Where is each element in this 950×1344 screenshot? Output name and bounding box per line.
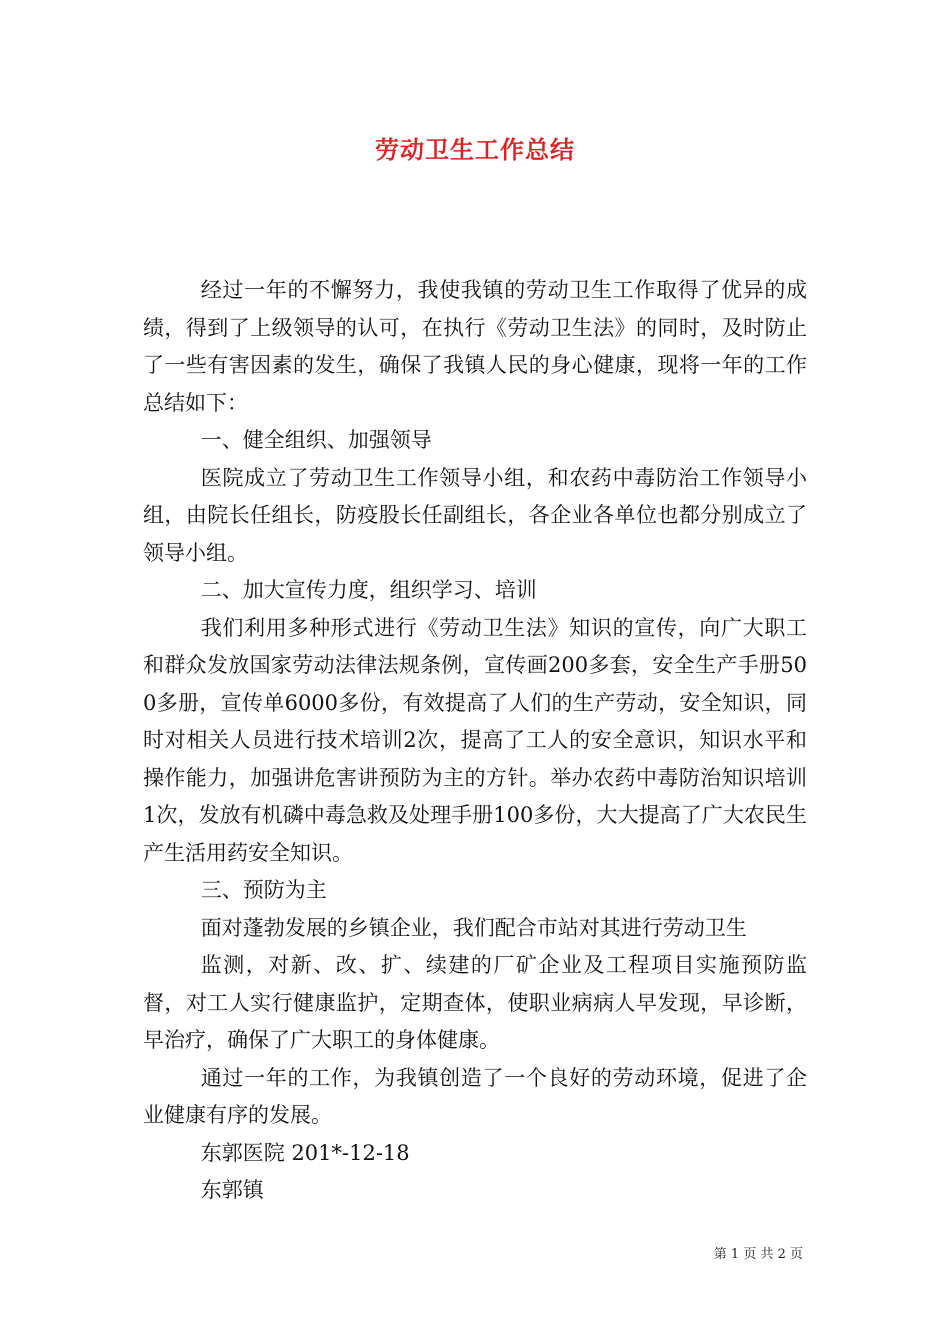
section-heading-3: 三、预防为主 — [200, 878, 327, 902]
signature-hospital-date: 东郭医院 201*-12-18 — [200, 1140, 410, 1165]
paragraph-publicity: 我们利用多种形式进行《劳动卫生法》知识的宣传，向广大职工和群众发放国家劳动法律法规条例，宣传画200多套，安全生产手册500多册，宣传单6000多份，有效提高了人们的生产劳动，安全知识，同时对相关人员进行技术培训2次，提高了工人的安全意识，知识水平和操作能力，加强讲危害讲预防为主的方针。举办农药中毒防治知识培训1次，发放有机磷中毒急救及处理手册100多份，大大提高了广大农民生产生活用药安全知识。 — [143, 615, 807, 865]
section-heading-1: 一、健全组织、加强领导 — [200, 428, 432, 452]
paragraph-intro: 经过一年的不懈努力，我使我镇的劳动卫生工作取得了优异的成绩，得到了上级领导的认可，在执行《劳动卫生法》的同时，及时防止了一些有害因素的发生，确保了我镇人民的身心健康，现将一年的工作总结如下： — [143, 278, 807, 415]
paragraph-prevention: 监测，对新、改、扩、续建的厂矿企业及工程项目实施预防监督，对工人实行健康监护，定期查体，使职业病病人早发现，早诊断，早治疗，确保了广大职工的身体健康。 — [143, 953, 807, 1052]
section-heading-2: 二、加大宣传力度，组织学习、培训 — [200, 578, 537, 602]
document-body — [143, 272, 807, 1210]
paragraph-prevention-lead: 面对蓬勃发展的乡镇企业，我们配合市站对其进行劳动卫生 — [200, 915, 747, 940]
page-number: 第 1 页 共 2 页 — [713, 1247, 803, 1262]
paragraph-conclusion: 通过一年的工作，为我镇创造了一个良好的劳动环境，促进了企业健康有序的发展。 — [143, 1065, 807, 1127]
document-title: 劳动卫生工作总结 — [375, 135, 575, 164]
signature-town: 东郭镇 — [200, 1178, 264, 1202]
paragraph-organization: 医院成立了劳动卫生工作领导小组，和农药中毒防治工作领导小组，由院长任组长，防疫股长任副组长，各企业各单位也都分别成立了领导小组。 — [143, 465, 807, 565]
